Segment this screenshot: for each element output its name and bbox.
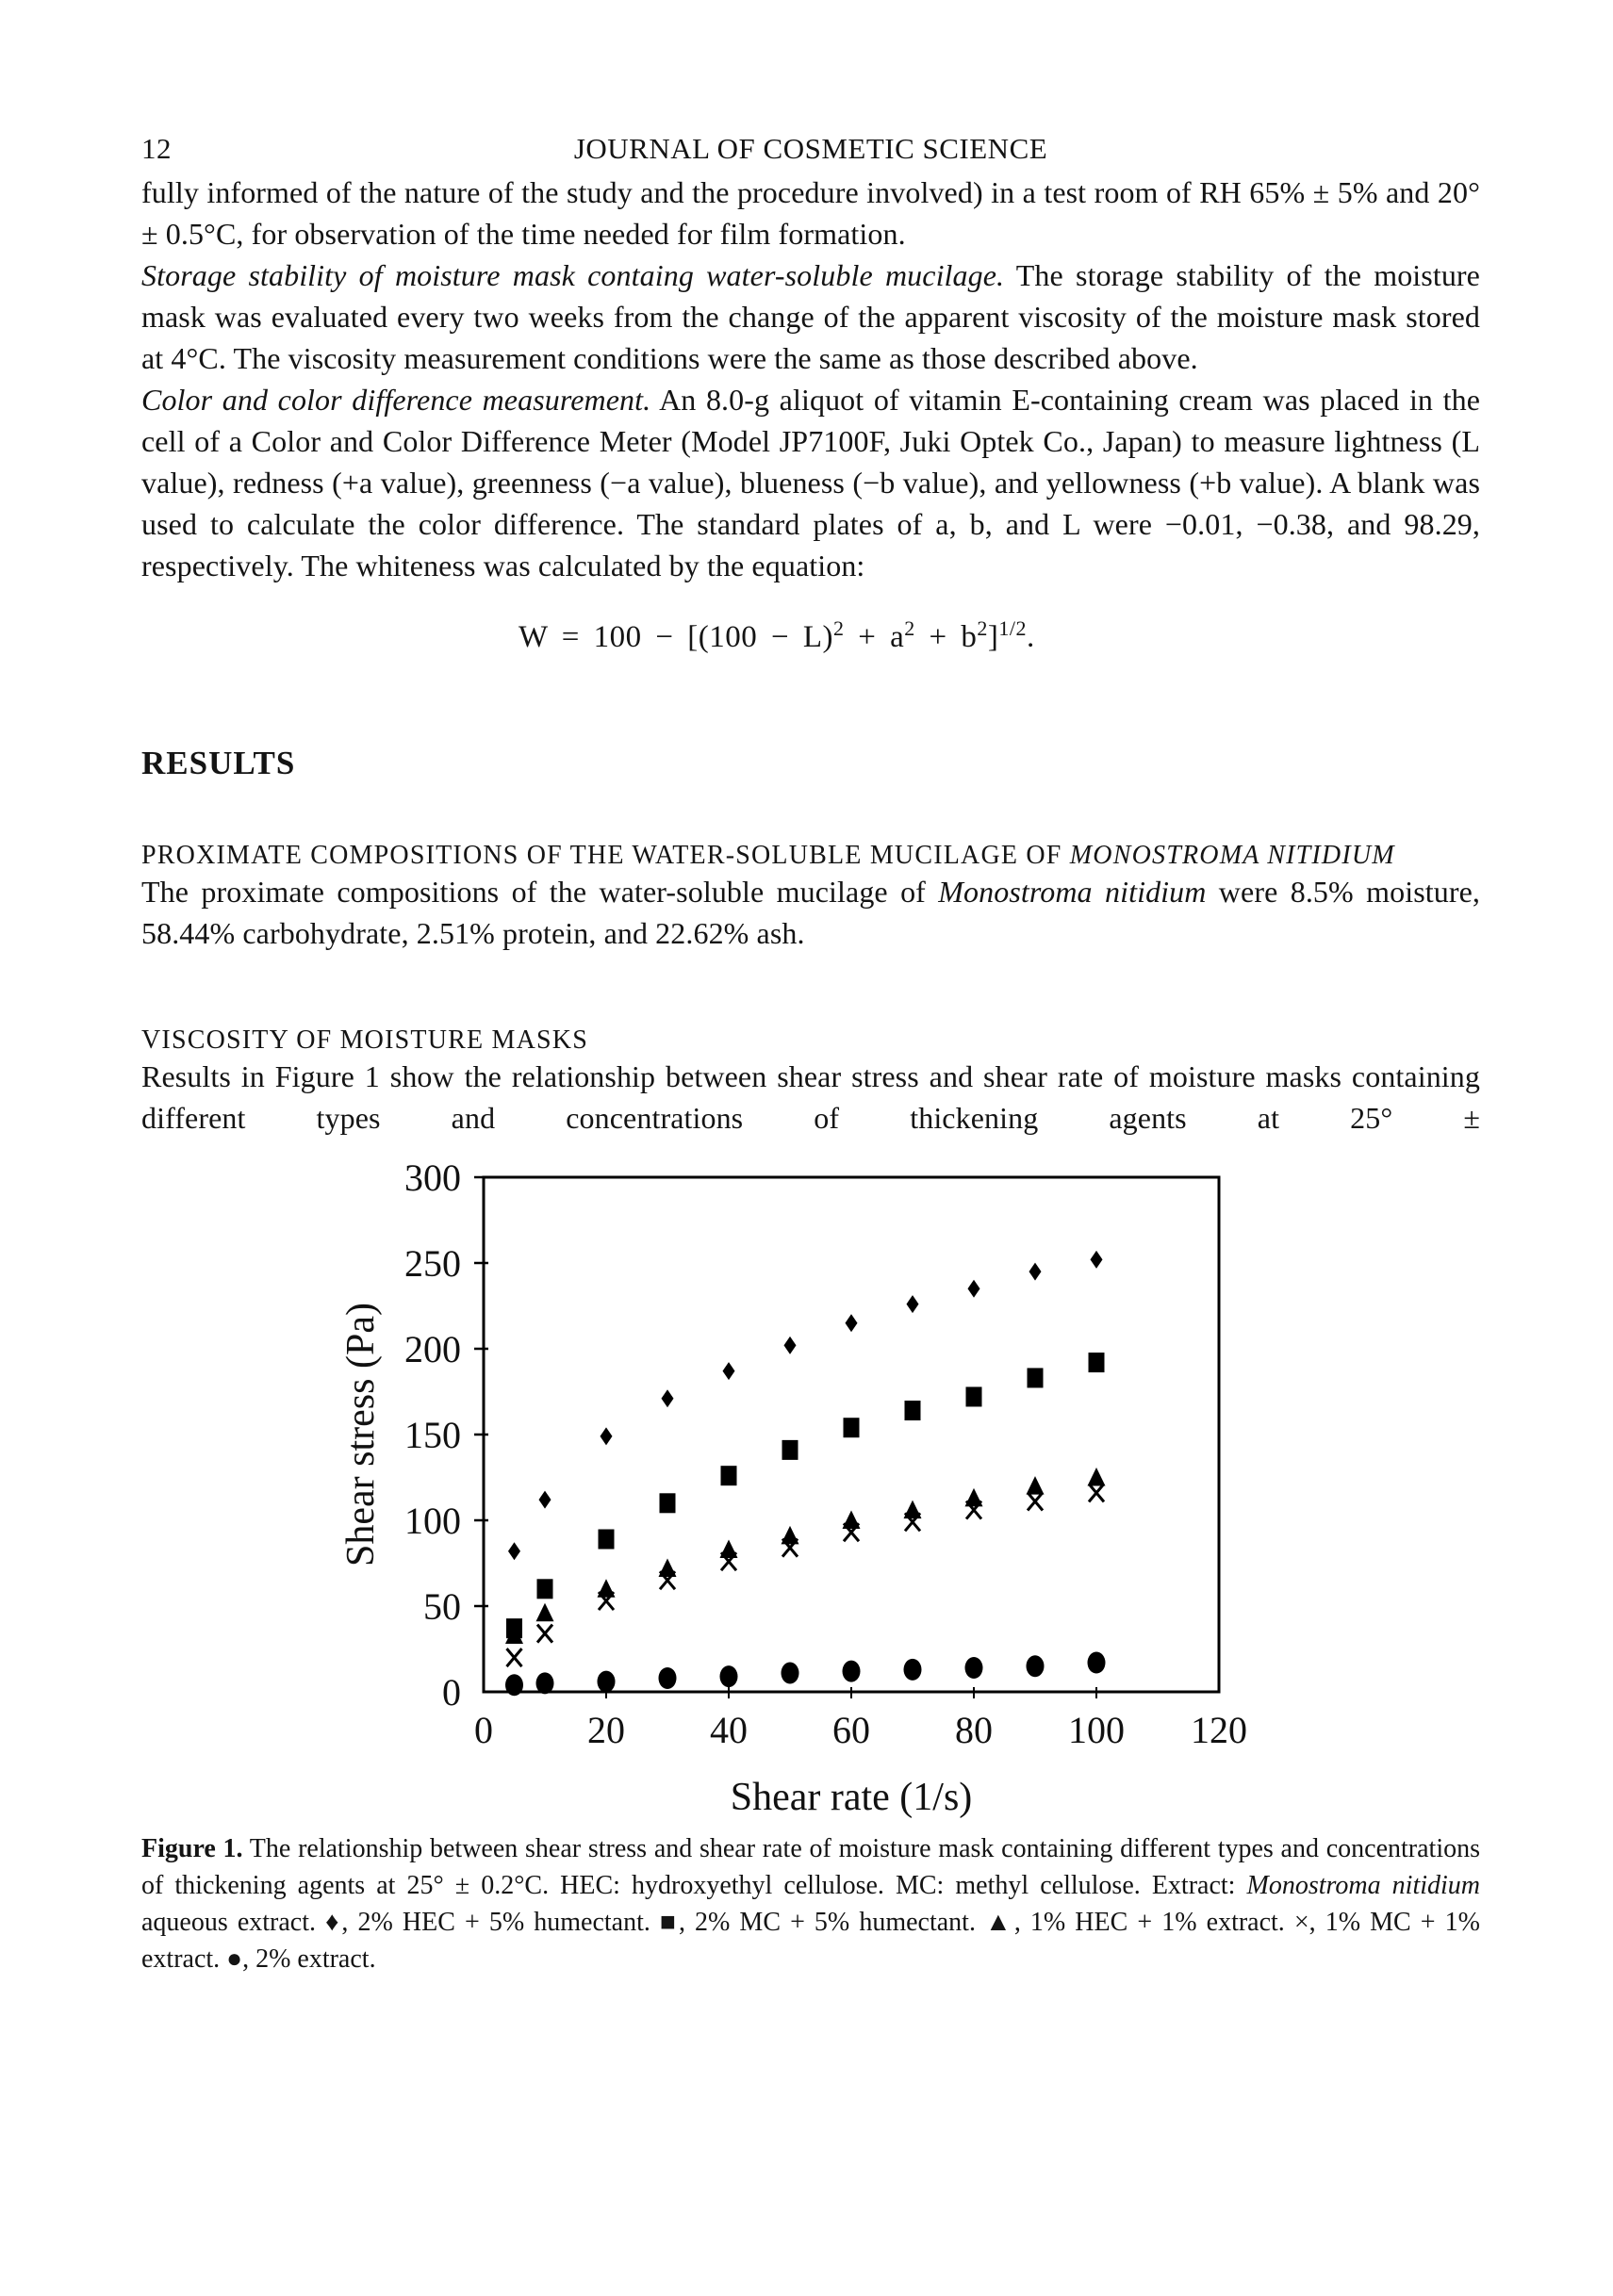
figure1-chart-block xyxy=(141,1152,1480,1823)
x-tick-label: 20 xyxy=(587,1709,625,1751)
paragraph-storage-stability xyxy=(141,254,1480,379)
series-x xyxy=(507,1484,1105,1666)
x-tick-label: 80 xyxy=(955,1709,993,1751)
equation-superscript: 2 xyxy=(977,616,988,640)
paragraph-lead-italic: Storage stability of moisture mask containg water-soluble mucilage. xyxy=(141,258,1005,292)
equation-text: W = 100 − [(100 − L) xyxy=(518,620,834,654)
paragraph-film-formation xyxy=(141,172,1480,254)
series-circle xyxy=(505,1652,1106,1697)
paragraph-proximate-compositions xyxy=(141,871,1480,954)
series-diamond xyxy=(508,1251,1103,1560)
x-tick-label: 40 xyxy=(710,1709,748,1751)
paragraph-text: An 8.0-g aliquot of vitamin E-containing cream was placed in the cell of a Color and Color Difference Meter (Model JP7100F, Juki Optek Co., Japan) to measure lightness (L value), redness (+a value), greenness (−a value), blueness (−b value), and yellowness (+b value). A blank was used to calculate the color difference. The standard plates of a, b, and L were −0.01, −0.38, and 98.29, respectively. The whiteness was calculated by the equation: xyxy=(141,383,1481,582)
x-axis-title: Shear rate (1/s) xyxy=(730,1776,973,1819)
paragraph-viscosity-results xyxy=(141,1056,1480,1139)
x-tick-label: 60 xyxy=(832,1709,870,1751)
journal-title: JOURNAL OF COSMETIC SCIENCE xyxy=(573,132,1048,165)
paragraph-text: fully informed of the nature of the study and the procedure involved) in a test room of RH 65% ± 5% and 20° ± 0.5°C, for observation of the time needed for film formation. xyxy=(141,175,1480,251)
subheading-proximate-compositions xyxy=(141,841,1480,871)
subheading-viscosity: VISCOSITY OF MOISTURE MASKS xyxy=(141,1025,588,1055)
y-tick-label: 150 xyxy=(404,1414,461,1456)
section-heading-results: RESULTS xyxy=(141,745,296,781)
y-tick-label: 50 xyxy=(423,1585,461,1628)
page-content xyxy=(141,132,1480,2004)
species-name-italic: Monostroma nitidium xyxy=(938,875,1207,909)
equation-superscript: 1/2 xyxy=(998,616,1028,640)
equation-superscript: 2 xyxy=(904,616,915,640)
paragraph-lead-italic: Color and color difference measurement. xyxy=(141,383,651,417)
y-tick-label: 250 xyxy=(404,1242,461,1285)
caption-text-legend: aqueous extract. ♦, 2% HEC + 5% humectant. ■, 2% MC + 5% humectant. ▲, 1% HEC + 1% extract. ×, 1% MC + 1% extract. ●, 2% extract. xyxy=(141,1908,1480,1974)
page-number: 12 xyxy=(141,132,172,165)
whiteness-equation xyxy=(518,609,1480,665)
y-axis-title: Shear stress (Pa) xyxy=(339,1303,383,1566)
y-tick-label: 200 xyxy=(404,1328,461,1370)
paragraph-text: The proximate compositions of the water-soluble mucilage of xyxy=(141,875,939,909)
x-tick-label: 120 xyxy=(1191,1709,1247,1751)
y-tick-label: 0 xyxy=(442,1671,461,1714)
equation-superscript: 2 xyxy=(833,616,845,640)
x-tick-label: 0 xyxy=(474,1709,493,1751)
paragraph-color-measurement xyxy=(141,379,1480,586)
equation-text: + a xyxy=(844,620,905,654)
equation-text: ] xyxy=(987,620,999,654)
series-triangle xyxy=(505,1468,1106,1644)
paragraph-text: Results in Figure 1 show the relationship between shear stress and shear rate of moisture masks containing different types and concentrations of thickening agents at 25° ± xyxy=(141,1059,1480,1135)
figure1-scatter-chart xyxy=(321,1152,1320,1823)
x-tick-label: 100 xyxy=(1068,1709,1125,1751)
y-tick-label: 100 xyxy=(404,1500,461,1542)
paragraph-text: were 8.5% moisture, 58.44% carbohydrate, 2.51% protein, and 22.62% ash. xyxy=(141,875,1480,950)
paragraph-text: The storage stability of the moisture mask was evaluated every two weeks from the change of the apparent viscosity of the moisture mask stored at 4°C. The viscosity measurement conditions were the same as those described above. xyxy=(141,258,1480,375)
series-square xyxy=(506,1353,1105,1638)
figure1-caption xyxy=(141,1830,1480,1977)
running-head xyxy=(141,132,1480,172)
equation-text: . xyxy=(1027,620,1035,654)
y-tick-label: 300 xyxy=(404,1156,461,1199)
subheading-text: PROXIMATE COMPOSITIONS OF THE WATER-SOLUBLE MUCILAGE OF xyxy=(141,841,1070,870)
caption-text: The relationship between shear stress and shear rate of moisture mask containing different types and concentrations of thickening agents at 25° ± 0.2°C. HEC: hydroxyethyl cellulose. MC: methyl cellulose. Extract: xyxy=(141,1834,1480,1900)
species-name-italic: Monostroma nitidium xyxy=(1246,1871,1480,1900)
subheading-species-italic: MONOSTROMA NITIDIUM xyxy=(1069,841,1395,870)
equation-text: + b xyxy=(914,620,978,654)
figure-caption-label: Figure 1. xyxy=(141,1834,243,1863)
